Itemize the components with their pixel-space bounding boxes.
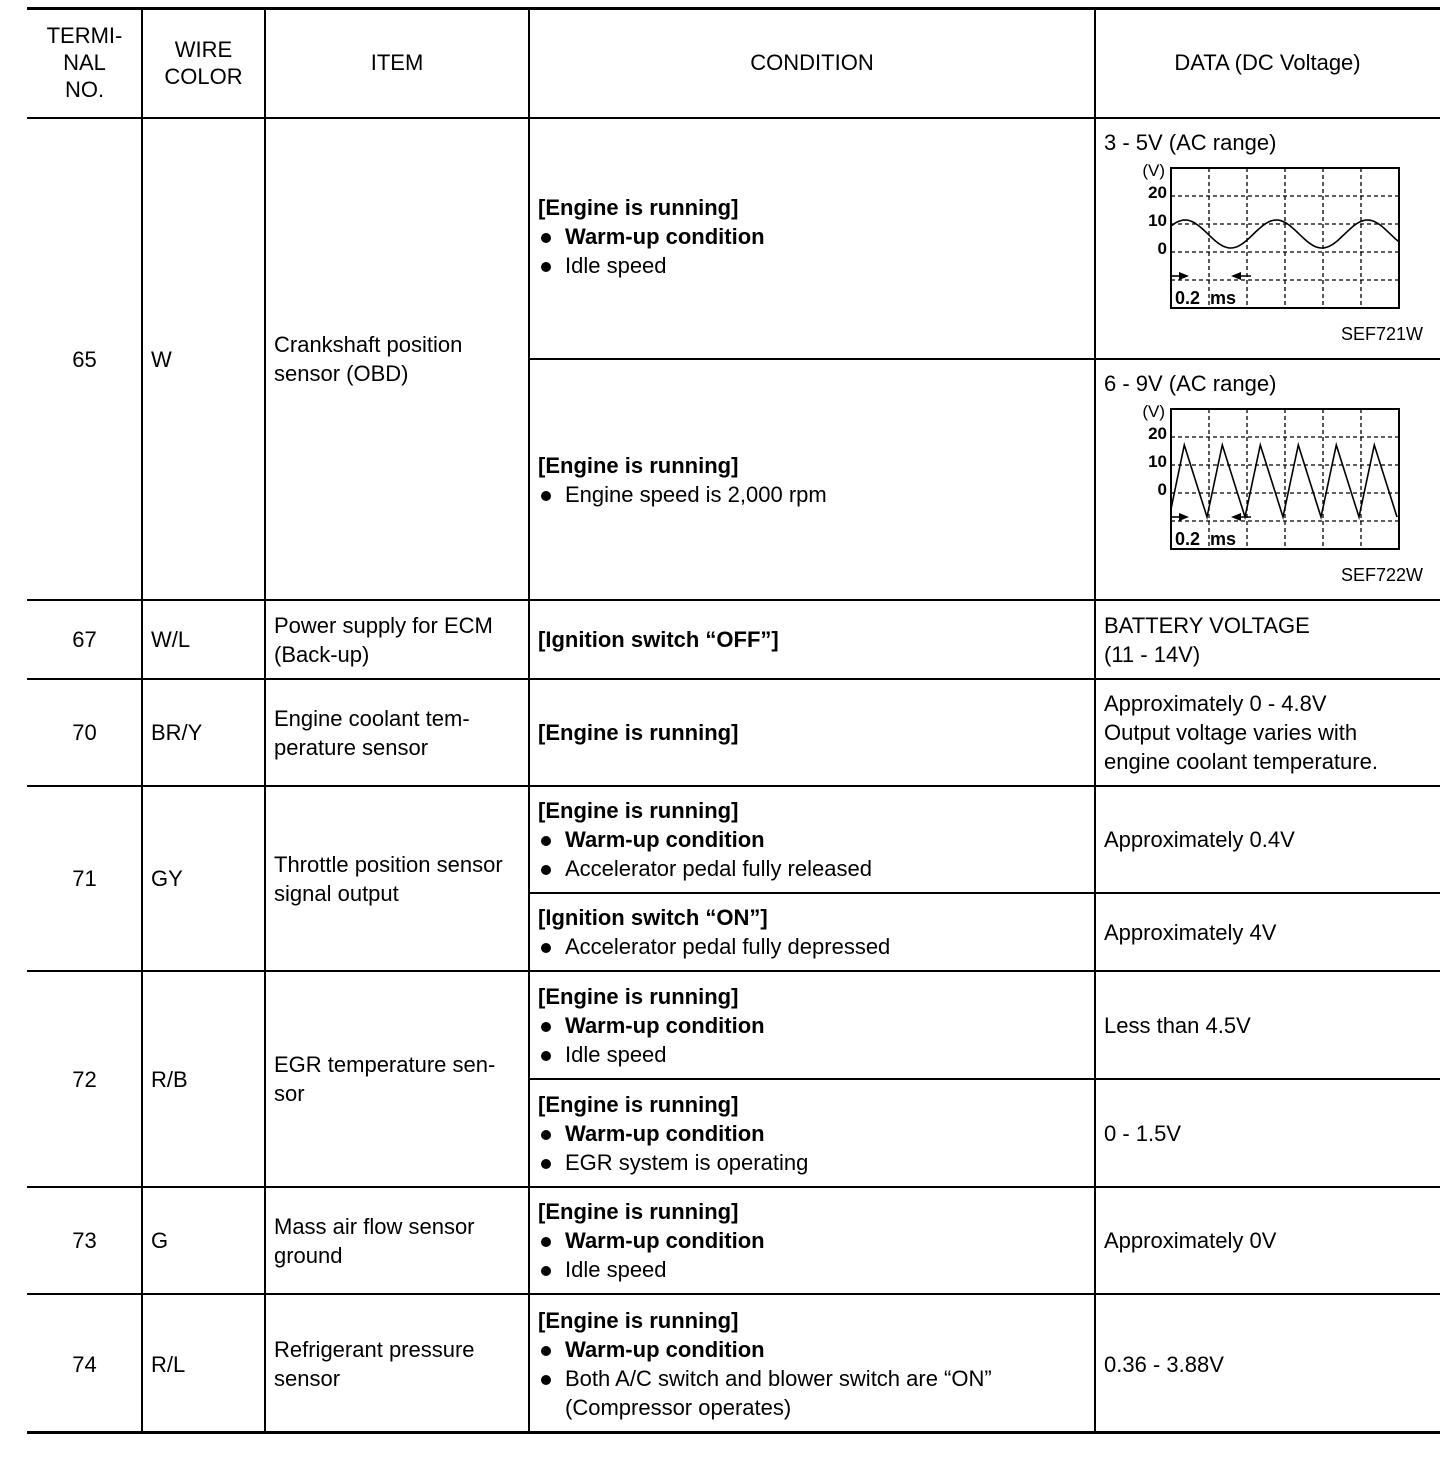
y-tick-label: 10 <box>1148 452 1167 471</box>
condition-bullet: Warm-up condition <box>538 1226 1089 1255</box>
header-terminal-line: TERMI- <box>46 23 123 48</box>
item-name <box>265 118 529 600</box>
terminal-value: 65 <box>72 346 97 372</box>
data-line: Approximately 0.4V <box>1104 827 1295 852</box>
condition-cell <box>529 1294 1095 1434</box>
condition-bullet: EGR system is operating <box>538 1148 1089 1177</box>
condition-bullet: Engine speed is 2,000 rpm <box>538 480 1089 509</box>
terminal-value: 72 <box>72 1066 97 1092</box>
terminal-data-table <box>27 7 1440 1434</box>
item-line: Mass air flow sensor <box>274 1213 475 1239</box>
y-tick-label: 20 <box>1148 183 1167 202</box>
wire-value: GY <box>151 866 183 891</box>
data-cell <box>1095 893 1440 971</box>
condition-line: [Engine is running] <box>538 195 739 220</box>
data-line: Output voltage varies with <box>1104 720 1358 745</box>
data-cell <box>1095 1079 1440 1187</box>
y-axis-unit: (V) <box>1142 402 1165 421</box>
condition-cell <box>529 600 1095 679</box>
item-line: Throttle position sensor <box>274 851 503 877</box>
time-arrowhead-right <box>1231 272 1241 280</box>
condition-cell <box>529 118 1095 359</box>
header-data-label: DATA (DC Voltage) <box>1174 50 1361 75</box>
condition-cell <box>529 893 1095 971</box>
y-tick-label: 0 <box>1157 239 1167 258</box>
condition-line: [Engine is running] <box>538 1308 739 1333</box>
condition-bullet: Idle speed <box>538 251 1089 280</box>
data-line: engine coolant temperature. <box>1104 749 1378 774</box>
y-tick-label: 0 <box>1157 480 1167 499</box>
data-cell <box>1095 1294 1440 1434</box>
data-line: Approximately 0 - 4.8V <box>1104 691 1327 716</box>
data-line: 0.36 - 3.88V <box>1104 1351 1224 1377</box>
signal-waveform <box>1171 445 1397 517</box>
y-tick-label: 10 <box>1148 211 1167 230</box>
wire-color <box>142 118 265 600</box>
terminal-number <box>27 1294 142 1434</box>
condition-cell <box>529 679 1095 786</box>
time-scale-label: 0.2 ms <box>1175 529 1237 549</box>
oscilloscope-cell <box>1095 359 1440 600</box>
header-wire <box>142 7 265 118</box>
item-line: Power supply for ECM <box>274 612 493 638</box>
header-data <box>1095 7 1440 118</box>
data-line: (11 - 14V) <box>1104 641 1201 667</box>
figure-code: SEF722W <box>1340 565 1423 585</box>
header-terminal-line: NAL <box>63 50 106 75</box>
item-name <box>265 600 529 679</box>
header-wire-line: COLOR <box>164 63 243 89</box>
item-name <box>265 679 529 786</box>
wire-value: BR/Y <box>151 720 203 745</box>
header-item <box>265 7 529 118</box>
time-arrowhead-right <box>1231 513 1241 521</box>
terminal-number <box>27 600 142 679</box>
item-line: perature sensor <box>274 734 429 760</box>
oscilloscope-cell <box>1095 118 1440 359</box>
terminal-number <box>27 118 142 600</box>
data-line: 0 - 1.5V <box>1104 1120 1182 1146</box>
wire-color <box>142 1187 265 1294</box>
condition-cell <box>529 359 1095 600</box>
header-condition <box>529 7 1095 118</box>
y-axis-unit: (V) <box>1142 161 1165 180</box>
terminal-number <box>27 679 142 786</box>
condition-line: [Engine is running] <box>538 453 739 478</box>
wire-value: W/L <box>151 627 191 652</box>
condition-line: [Engine is running] <box>538 1199 739 1224</box>
data-cell <box>1095 679 1440 786</box>
condition-line: [Engine is running] <box>538 720 739 745</box>
condition-cell <box>529 786 1095 893</box>
header-terminal <box>27 7 142 118</box>
item-line: sensor <box>274 1366 341 1391</box>
wire-value: R/B <box>151 1066 188 1092</box>
terminal-value: 67 <box>72 627 97 652</box>
data-range-label: 3 - 5V (AC range) <box>1104 130 1277 155</box>
item-name <box>265 786 529 971</box>
terminal-value: 73 <box>72 1228 97 1253</box>
y-tick-label: 20 <box>1148 424 1167 443</box>
item-line: Engine coolant tem- <box>274 705 470 731</box>
time-arrowhead-left <box>1179 272 1189 280</box>
terminal-number <box>27 971 142 1187</box>
wire-color <box>142 679 265 786</box>
waveform-graph <box>1130 401 1430 561</box>
condition-cell <box>529 1187 1095 1294</box>
header-wire-line: WIRE <box>174 36 233 62</box>
condition-bullet: Warm-up condition <box>538 1119 1089 1148</box>
condition-bullet: Both A/C switch and blower switch are “ON” <box>538 1364 1089 1393</box>
condition-bullet: Warm-up condition <box>538 1335 1089 1364</box>
condition-bullet: Warm-up condition <box>538 1011 1089 1040</box>
data-cell <box>1095 600 1440 679</box>
wire-color <box>142 971 265 1187</box>
condition-line: [Ignition switch “OFF”] <box>538 627 779 652</box>
condition-cell <box>529 971 1095 1079</box>
condition-bullet: Warm-up condition <box>538 222 1089 251</box>
condition-bullet: Idle speed <box>538 1040 1089 1069</box>
condition-line: [Engine is running] <box>538 1091 739 1117</box>
item-name <box>265 1187 529 1294</box>
item-line: sor <box>274 1081 305 1106</box>
data-cell <box>1095 1187 1440 1294</box>
condition-line: [Engine is running] <box>538 983 739 1009</box>
waveform-graph <box>1130 160 1430 320</box>
wire-value: G <box>151 1228 169 1253</box>
header-condition-label: CONDITION <box>750 50 874 75</box>
header-item-label: ITEM <box>370 50 424 75</box>
wire-value: R/L <box>151 1351 186 1377</box>
wire-color <box>142 786 265 971</box>
data-line: Approximately 4V <box>1104 919 1277 945</box>
data-cell <box>1095 971 1440 1079</box>
terminal-value: 74 <box>72 1351 97 1377</box>
condition-bullet: Idle speed <box>538 1255 1089 1284</box>
item-line: EGR temperature sen- <box>274 1052 496 1077</box>
time-arrowhead-left <box>1179 513 1189 521</box>
condition-bullet: Accelerator pedal fully released <box>538 854 1089 883</box>
wire-color <box>142 1294 265 1434</box>
wire-value: W <box>151 346 172 372</box>
condition-line: [Ignition switch “ON”] <box>538 905 768 930</box>
terminal-value: 71 <box>72 866 97 891</box>
wire-color <box>142 600 265 679</box>
data-line: Approximately 0V <box>1104 1228 1277 1253</box>
condition-bullet: Accelerator pedal fully depressed <box>538 932 1089 961</box>
item-line: ground <box>274 1242 343 1268</box>
condition-line: [Engine is running] <box>538 798 739 823</box>
figure-code: SEF721W <box>1340 324 1423 344</box>
item-line: (Back-up) <box>274 641 370 667</box>
item-name <box>265 1294 529 1434</box>
data-line: BATTERY VOLTAGE <box>1104 612 1310 638</box>
terminal-value: 70 <box>72 720 97 745</box>
time-scale-label: 0.2 ms <box>1175 288 1237 308</box>
item-name <box>265 971 529 1187</box>
data-line: Less than 4.5V <box>1104 1012 1251 1038</box>
item-line: sensor (OBD) <box>274 361 409 386</box>
condition-cell <box>529 1079 1095 1187</box>
item-line: Crankshaft position <box>274 332 463 357</box>
item-line: Refrigerant pressure <box>274 1337 475 1362</box>
condition-bullet: Warm-up condition <box>538 825 1089 854</box>
data-range-label: 6 - 9V (AC range) <box>1104 371 1277 396</box>
terminal-number <box>27 786 142 971</box>
terminal-number <box>27 1187 142 1294</box>
header-terminal-line: NO. <box>64 77 105 102</box>
condition-line: (Compressor operates) <box>565 1395 792 1420</box>
data-cell <box>1095 786 1440 893</box>
item-line: signal output <box>274 880 399 906</box>
